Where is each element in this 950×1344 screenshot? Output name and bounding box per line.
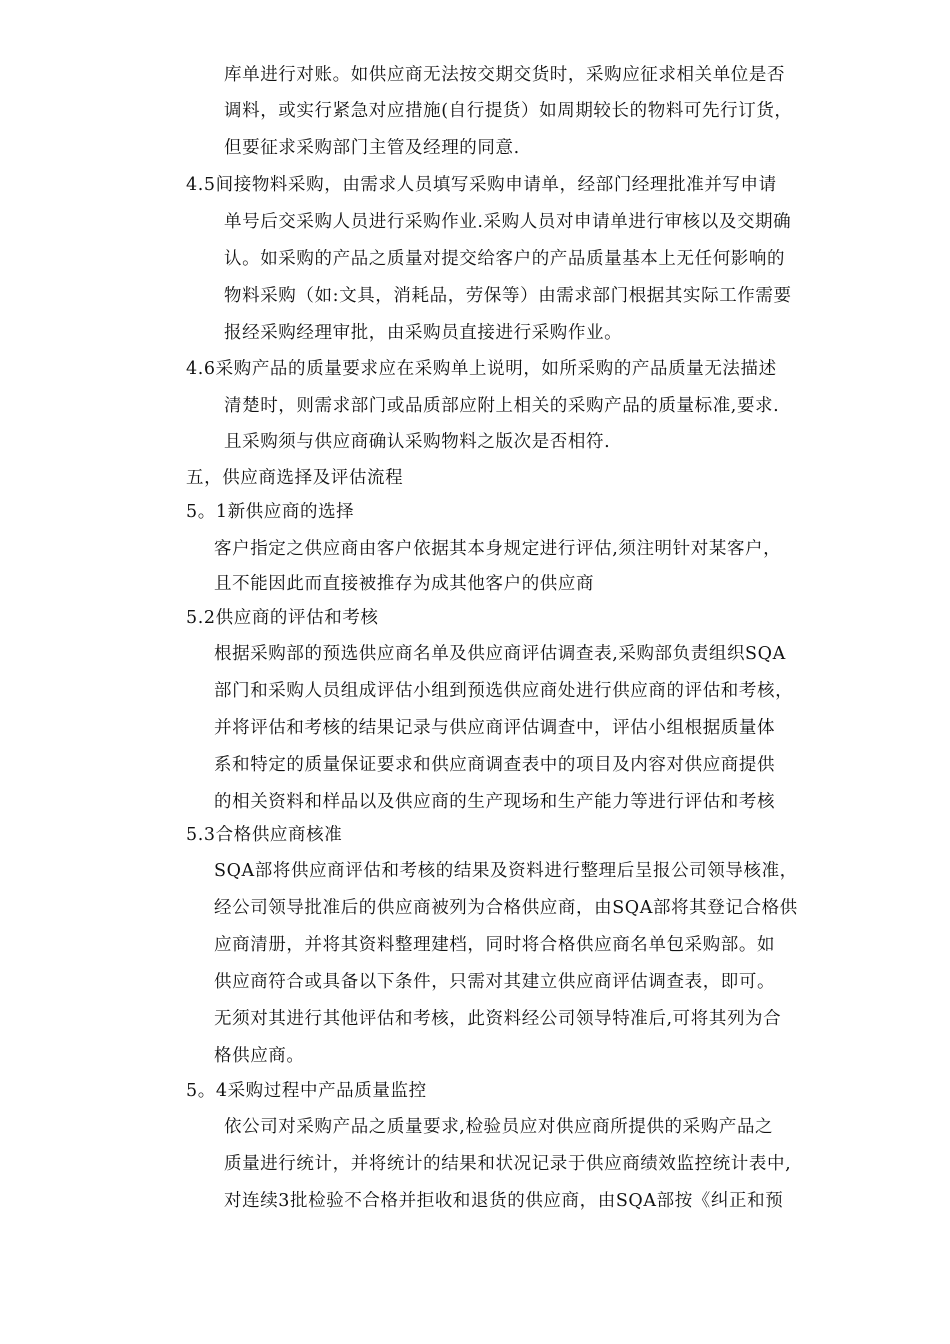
paragraph-line: 单号后交采购人员进行采购作业.采购人员对申请单进行审核以及交期确 [224,212,792,232]
item-4-6-heading-line: 4.6采购产品的质量要求应在采购单上说明，如所采购的产品质量无法描述 [186,359,777,379]
paragraph-line: 格供应商。 [214,1046,305,1066]
paragraph-line: 系和特定的质量保证要求和供应商调查表中的项目及内容对供应商提供 [214,755,776,775]
paragraph-line: 应商清册，并将其资料整理建档，同时将合格供应商名单包采购部。如 [214,935,776,955]
paragraph-line: 物料采购（如:文具，消耗品，劳保等）由需求部门根据其实际工作需要 [224,286,792,306]
paragraph-line: 供应商符合或具备以下条件，只需对其建立供应商评估调查表，即可。 [214,972,776,992]
paragraph-line: 根据采购部的预选供应商名单及供应商评估调查表,采购部负责组织SQA [214,644,786,664]
paragraph-line: 清楚时，则需求部门或品质部应附上相关的采购产品的质量标准,要求. [224,396,780,416]
paragraph-line: 客户指定之供应商由客户依据其本身规定进行评估,须注明针对某客户， [214,539,782,559]
paragraph-line: 经公司领导批准后的供应商被列为合格供应商，由SQA部将其登记合格供 [214,898,798,918]
paragraph-line: 认。如采购的产品之质量对提交给客户的产品质量基本上无任何影响的 [224,249,786,269]
paragraph-line: 并将评估和考核的结果记录与供应商评估调查中，评估小组根据质量体 [214,718,776,738]
paragraph-line: 库单进行对账。如供应商无法按交期交货时，采购应征求相关单位是否 [224,65,786,85]
section-5-title: 五，供应商选择及评估流程 [186,468,404,488]
paragraph-line: SQA部将供应商评估和考核的结果及资料进行整理后呈报公司领导核准， [214,861,798,881]
paragraph-line: 调料，或实行紧急对应措施(自行提货）如周期较长的物料可先行订货， [224,101,793,121]
paragraph-line: 且采购须与供应商确认采购物料之版次是否相符. [224,432,611,452]
subsection-5-4-heading: 5。4采购过程中产品质量监控 [186,1081,427,1101]
paragraph-line: 对连续3批检验不合格并拒收和退货的供应商，由SQA部按《纠正和预 [224,1191,784,1211]
item-4-5-heading-line: 4.5间接物料采购，由需求人员填写采购申请单，经部门经理批准并写申请 [186,175,777,195]
paragraph-line: 质量进行统计，并将统计的结果和状况记录于供应商绩效监控统计表中, [224,1154,792,1174]
paragraph-line: 的相关资料和样品以及供应商的生产现场和生产能力等进行评估和考核 [214,792,776,812]
paragraph-line: 报经采购经理审批，由采购员直接进行采购作业。 [224,323,623,343]
paragraph-line: 但要征求采购部门主管及经理的同意. [224,138,520,158]
paragraph-line: 无须对其进行其他评估和考核，此资料经公司领导特准后,可将其列为合 [214,1009,782,1029]
subsection-5-2-heading: 5.2供应商的评估和考核 [186,608,379,628]
paragraph-line: 且不能因此而直接被推存为成其他客户的供应商 [214,574,595,594]
paragraph-line: 部门和采购人员组成评估小组到预选供应商处进行供应商的评估和考核， [214,681,794,701]
subsection-5-3-heading: 5.3合格供应商核准 [186,825,343,845]
subsection-5-1-heading: 5。1新供应商的选择 [186,502,355,522]
paragraph-line: 依公司对采购产品之质量要求,检验员应对供应商所提供的采购产品之 [224,1117,774,1137]
